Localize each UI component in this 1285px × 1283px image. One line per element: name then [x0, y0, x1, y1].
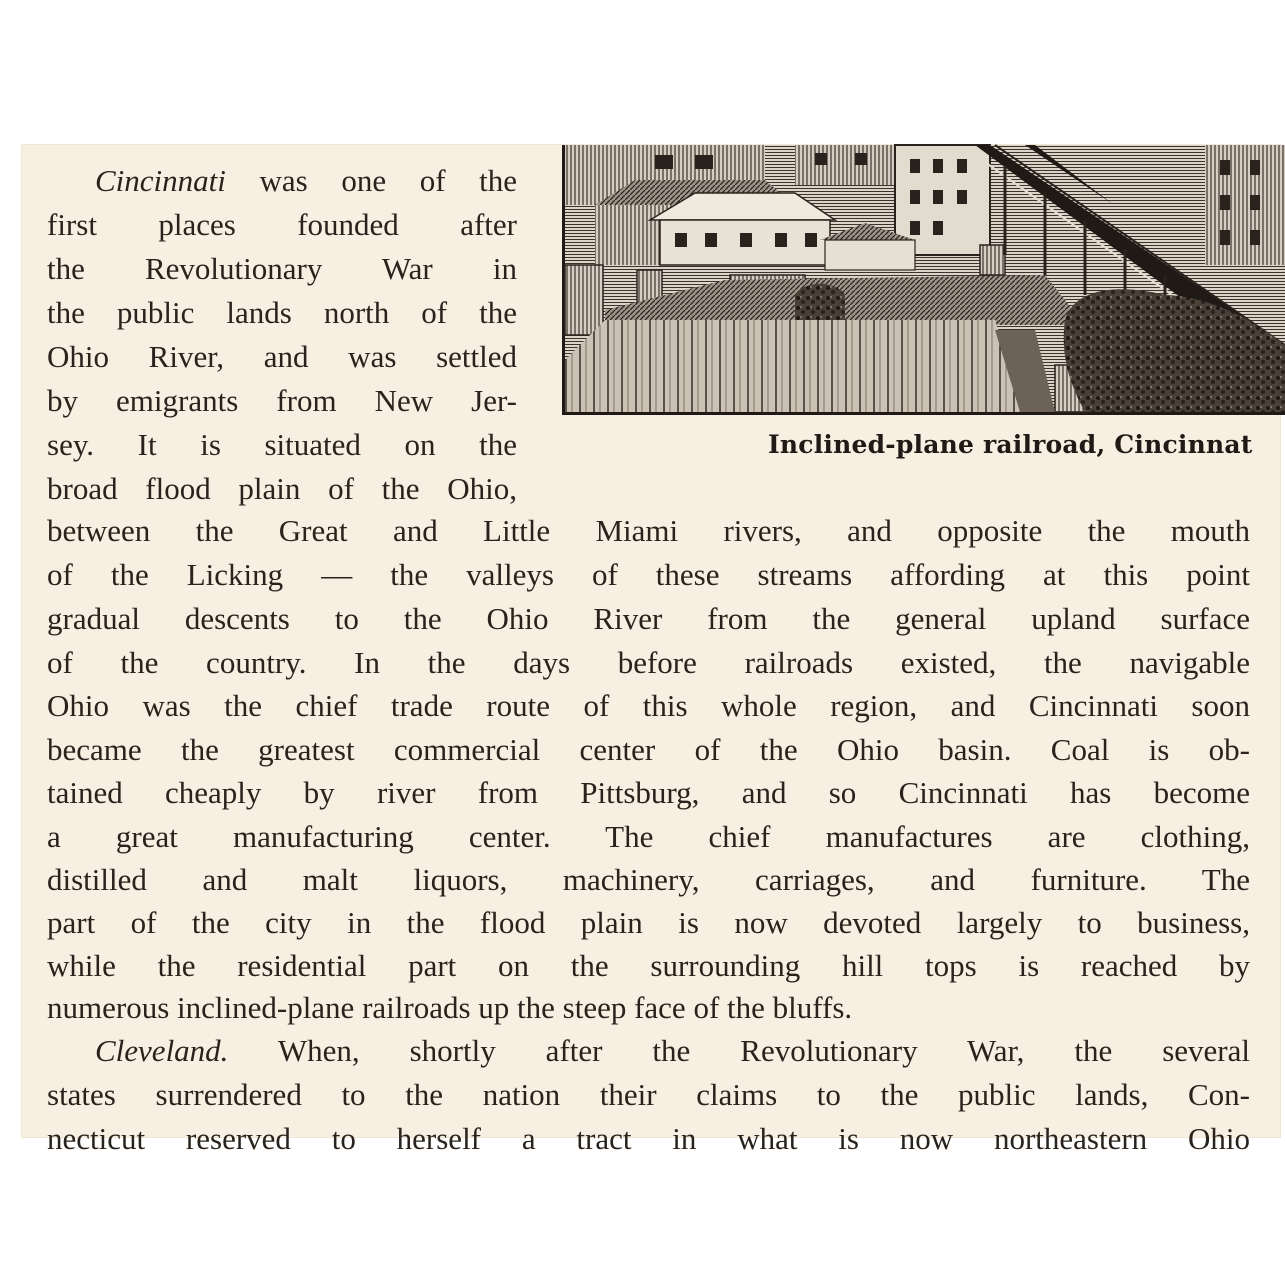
inclined-plane-railroad-engraving — [562, 145, 1285, 415]
paragraph-line: a great manufacturing center. The chief manufactures are clothing, — [47, 819, 1250, 854]
illustration-caption: Inclined-plane railroad, Cincinnat — [768, 430, 1253, 459]
paragraph-line: Ohio was the chief trade route of this whole region, and Cincinnati soon — [47, 688, 1250, 723]
paragraph-line: part of the city in the flood plain is now devoted largely to business, — [47, 905, 1250, 940]
paragraph-line: distilled and malt liquors, machinery, carriages, and furniture. The — [47, 862, 1250, 897]
paragraph-line: numerous inclined-plane railroads up the steep face of the bluffs. — [47, 990, 853, 1025]
lead-word-cincinnati: Cincinnati — [95, 163, 226, 198]
paragraph-line — [47, 163, 517, 199]
paragraph-line: states surrendered to the nation their claims to the public lands, Con- — [47, 1077, 1250, 1112]
paragraph-line: gradual descents to the Ohio River from the general upland surface — [47, 601, 1250, 636]
line-text: necticut reserved to herself a tract in what is now northeastern Ohio — [47, 1121, 1250, 1156]
paragraph-line: broad flood plain of the Ohio, — [47, 471, 517, 506]
paragraph-line: first places founded after — [47, 207, 517, 242]
paragraph-line: by emigrants from New Jer- — [47, 383, 517, 418]
paragraph-line: the Revolutionary War in — [47, 251, 517, 286]
paragraph-line: tained cheaply by river from Pittsburg, and so Cincinnati has become — [47, 775, 1250, 810]
paragraph-line: while the residential part on the surrounding hill tops is reached by — [47, 948, 1250, 983]
paragraph-line: Ohio River, and was settled — [47, 339, 517, 374]
paragraph-line: sey. It is situated on the — [47, 427, 517, 462]
paragraph-line: between the Great and Little Miami rivers, and opposite the mouth — [47, 513, 1250, 548]
line-text: was one of the — [259, 163, 517, 198]
paragraph-line: the public lands north of the — [47, 295, 517, 330]
paragraph-line: of the Licking — the valleys of these streams affording at this point — [47, 557, 1250, 592]
lead-word-cleveland: Cleveland. — [95, 1033, 229, 1068]
paragraph-line: of the country. In the days before railroads existed, the navigable — [47, 645, 1250, 680]
line-text: When, shortly after the Revolutionary War, the several — [277, 1033, 1250, 1068]
paragraph-line: became the greatest commercial center of the Ohio basin. Coal is ob- — [47, 732, 1250, 767]
paragraph-line — [47, 1033, 1250, 1069]
page-clipping — [22, 145, 1280, 1156]
cut-off-line — [47, 1121, 1250, 1156]
